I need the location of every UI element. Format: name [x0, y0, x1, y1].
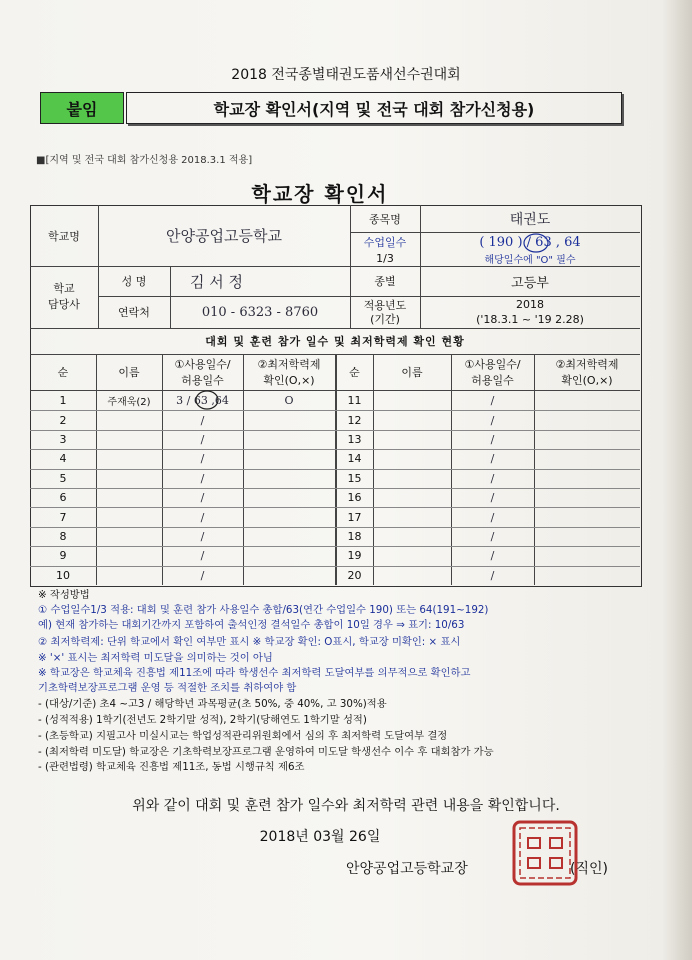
row-no-right: 11: [347, 394, 362, 408]
instruction-line: ※ '×' 표시는 최저학력 미도달을 의미하는 것이 아님: [38, 652, 273, 664]
days-value: ( 190 ) / 63 , 64: [479, 234, 581, 250]
row-no: 9: [59, 549, 67, 563]
instruction-line: 기초학력보장프로그램 운영 등 적절한 조치를 취하여야 함: [38, 682, 297, 694]
row1-circle-mark: [194, 389, 220, 411]
instruction-line: - (성적적용) 1학기(전년도 2학기말 성적), 2학기(당해연도 1학기말 성적): [38, 714, 367, 726]
row-days: /: [200, 549, 205, 563]
header-days-right-2: 허용일수: [471, 374, 514, 387]
row-min: [243, 566, 335, 585]
row-name: [96, 449, 162, 468]
row-no: 6: [59, 491, 67, 505]
row-days-right: /: [490, 471, 495, 485]
days-label-fraction: 1/3: [376, 251, 394, 265]
form-banner: 학교장 확인서(지역 및 전국 대회 참가신청용): [126, 92, 622, 124]
sport-label: 종목명: [369, 212, 401, 226]
header-min-right-2: 확인(O,×): [561, 374, 613, 387]
row-no-right: 18: [347, 529, 362, 543]
row-name: [96, 488, 162, 507]
row-no: 2: [59, 413, 67, 427]
header-no-right: 순: [349, 366, 360, 379]
days-note: 해당일수에 "O" 필수: [484, 254, 576, 266]
row-min: [243, 527, 335, 546]
row-no: 7: [59, 510, 67, 524]
days-label: 수업일수: [363, 236, 407, 249]
confirm-statement: 위와 같이 대회 및 훈련 참가 일수와 최저학력 관련 내용을 확인합니다.: [132, 798, 560, 814]
row-min: [243, 469, 335, 488]
row-min: [243, 410, 335, 429]
row-name: [96, 566, 162, 585]
year-label-2: (기간): [370, 313, 400, 326]
header-no-left: 순: [57, 366, 69, 379]
row-no: 1: [59, 394, 67, 408]
row-days-right: /: [490, 452, 495, 466]
name-label: 성 명: [121, 275, 147, 288]
attachment-badge: 붙임: [40, 92, 124, 124]
row-days: /: [200, 568, 205, 582]
row-no-right: 17: [347, 510, 362, 524]
instruction-line: ※ 학교장은 학교체육 진흥법 제11조에 따라 학생선수 최저학력 도달여부를 의무적으로 확인하고: [38, 667, 471, 679]
year-range: ('18.3.1 ~ '19 2.28): [476, 313, 584, 326]
row-days-right: /: [490, 413, 495, 427]
row-days: /: [200, 413, 205, 427]
year-label: 적용년도: [363, 299, 407, 312]
row-days: /: [200, 471, 205, 485]
row-name: [96, 469, 162, 488]
instruction-line: ② 최저학력제: 단위 학교에서 확인 여부만 표시 ※ 학교장 확인: O표시, 학교장 미확인: × 표시: [38, 636, 461, 648]
row-name: 주재욱(2): [107, 397, 151, 409]
row-no-right: 15: [347, 471, 362, 485]
row-name: [96, 430, 162, 449]
school-value: 안양공업고등학교: [166, 227, 282, 245]
row-no: 5: [59, 471, 67, 485]
row-no-right: 20: [347, 568, 362, 582]
days-circle-mark: [522, 232, 550, 254]
header-min-right: ②최저학력제: [555, 358, 619, 371]
row-no-right: 12: [347, 413, 362, 427]
instruction-line: - (관련법령) 학교체육 진흥법 제11조, 동법 시행규칙 제6조: [38, 761, 305, 773]
class-value: 고등부: [511, 275, 549, 291]
header-min-left: ②최저학력제: [257, 358, 321, 371]
row-days-right: /: [490, 529, 495, 543]
row-days-right: /: [490, 432, 495, 446]
header-min-left-2: 확인(O,×): [263, 374, 315, 387]
row-days-right: /: [490, 394, 495, 408]
row-no: 10: [56, 568, 70, 582]
school-label: 학교명: [48, 229, 80, 243]
instruction-line: - (대상/기준) 초4 ~고3 / 해당학년 과목평균(초 50%, 중 40%, 고 30%)적용: [38, 698, 387, 710]
document-title: 학교장 확인서: [251, 182, 389, 206]
row-min: [243, 449, 335, 468]
row-days-right: /: [490, 568, 495, 582]
row-name: [96, 507, 162, 526]
row-days: /: [200, 491, 205, 505]
row-no: 8: [59, 529, 67, 543]
header-days-left-2: 허용일수: [181, 374, 224, 387]
top-note: ■[지역 및 전국 대회 참가신청용 2018.3.1 적용]: [36, 155, 253, 166]
header-title: 2018 전국종별태권도품새선수권대회: [231, 67, 461, 83]
row-no-right: 16: [347, 491, 362, 505]
row-days-right: /: [490, 491, 495, 505]
class-label: 종별: [374, 275, 396, 288]
instruction-line: - (초등학교) 지필고사 미실시교는 학업성적관리위원회에서 심의 후 최저학력 도달여부 결정: [38, 730, 448, 742]
header-days-left: ①사용일수/: [174, 358, 231, 371]
row-no-right: 14: [347, 452, 362, 466]
row-min: [243, 546, 335, 565]
instruction-line: ① 수업일수1/3 적용: 대회 및 훈련 참가 사용일수 총합/63(연간 수업일수 190) 또는 64(191~192): [38, 604, 489, 616]
row-min: O: [284, 394, 294, 408]
row-min: [243, 430, 335, 449]
header-days-right: ①사용일수/: [464, 358, 521, 371]
staff-label: 학교: [53, 282, 75, 295]
row-no-right: 13: [347, 432, 362, 446]
row-days: /: [200, 452, 205, 466]
row-days-right: /: [490, 510, 495, 524]
row-no: 4: [59, 452, 67, 466]
contact-label: 연락처: [118, 306, 150, 319]
name-value: 김 서 정: [190, 272, 244, 291]
staff-label-2: 담당사: [48, 298, 80, 311]
instruction-line: - (최저학력 미도달) 학교장은 기초학력보장프로그램 운영하여 미도달 학생선수 이수 후 대회참가 가능: [38, 746, 494, 758]
row-name: [96, 546, 162, 565]
row-days: /: [200, 529, 205, 543]
issue-date: 2018년 03월 26일: [259, 829, 381, 845]
row-min: [243, 488, 335, 507]
instruction-line: ※ 작성방법: [38, 589, 90, 601]
row-days: /: [200, 510, 205, 524]
seal-label: (직인): [570, 861, 608, 877]
table-caption: 대회 및 훈련 참가 일수 및 최저학력제 확인 현황: [205, 335, 465, 348]
contact-value: 010 - 6323 - 8760: [201, 304, 319, 320]
row-days: 3 / 63 ,64: [176, 394, 229, 408]
header-name-right: 이름: [401, 366, 423, 379]
row-name: [96, 410, 162, 429]
row-days: /: [200, 432, 205, 446]
row-no: 3: [59, 432, 67, 446]
instruction-line: 예) 현재 참가하는 대회기간까지 포함하여 출석인정 결석일수 총합이 10일 경우 ⇒ 표기: 10/63: [38, 619, 465, 631]
year-value: 2018: [516, 298, 544, 311]
signer-name: 안양공업고등학교장: [346, 861, 468, 877]
row-min: [243, 507, 335, 526]
row-name: [96, 527, 162, 546]
header-name-left: 이름: [118, 366, 140, 379]
row-no-right: 19: [347, 549, 362, 563]
sport-value: 태권도: [509, 211, 551, 228]
row-days-right: /: [490, 549, 495, 563]
